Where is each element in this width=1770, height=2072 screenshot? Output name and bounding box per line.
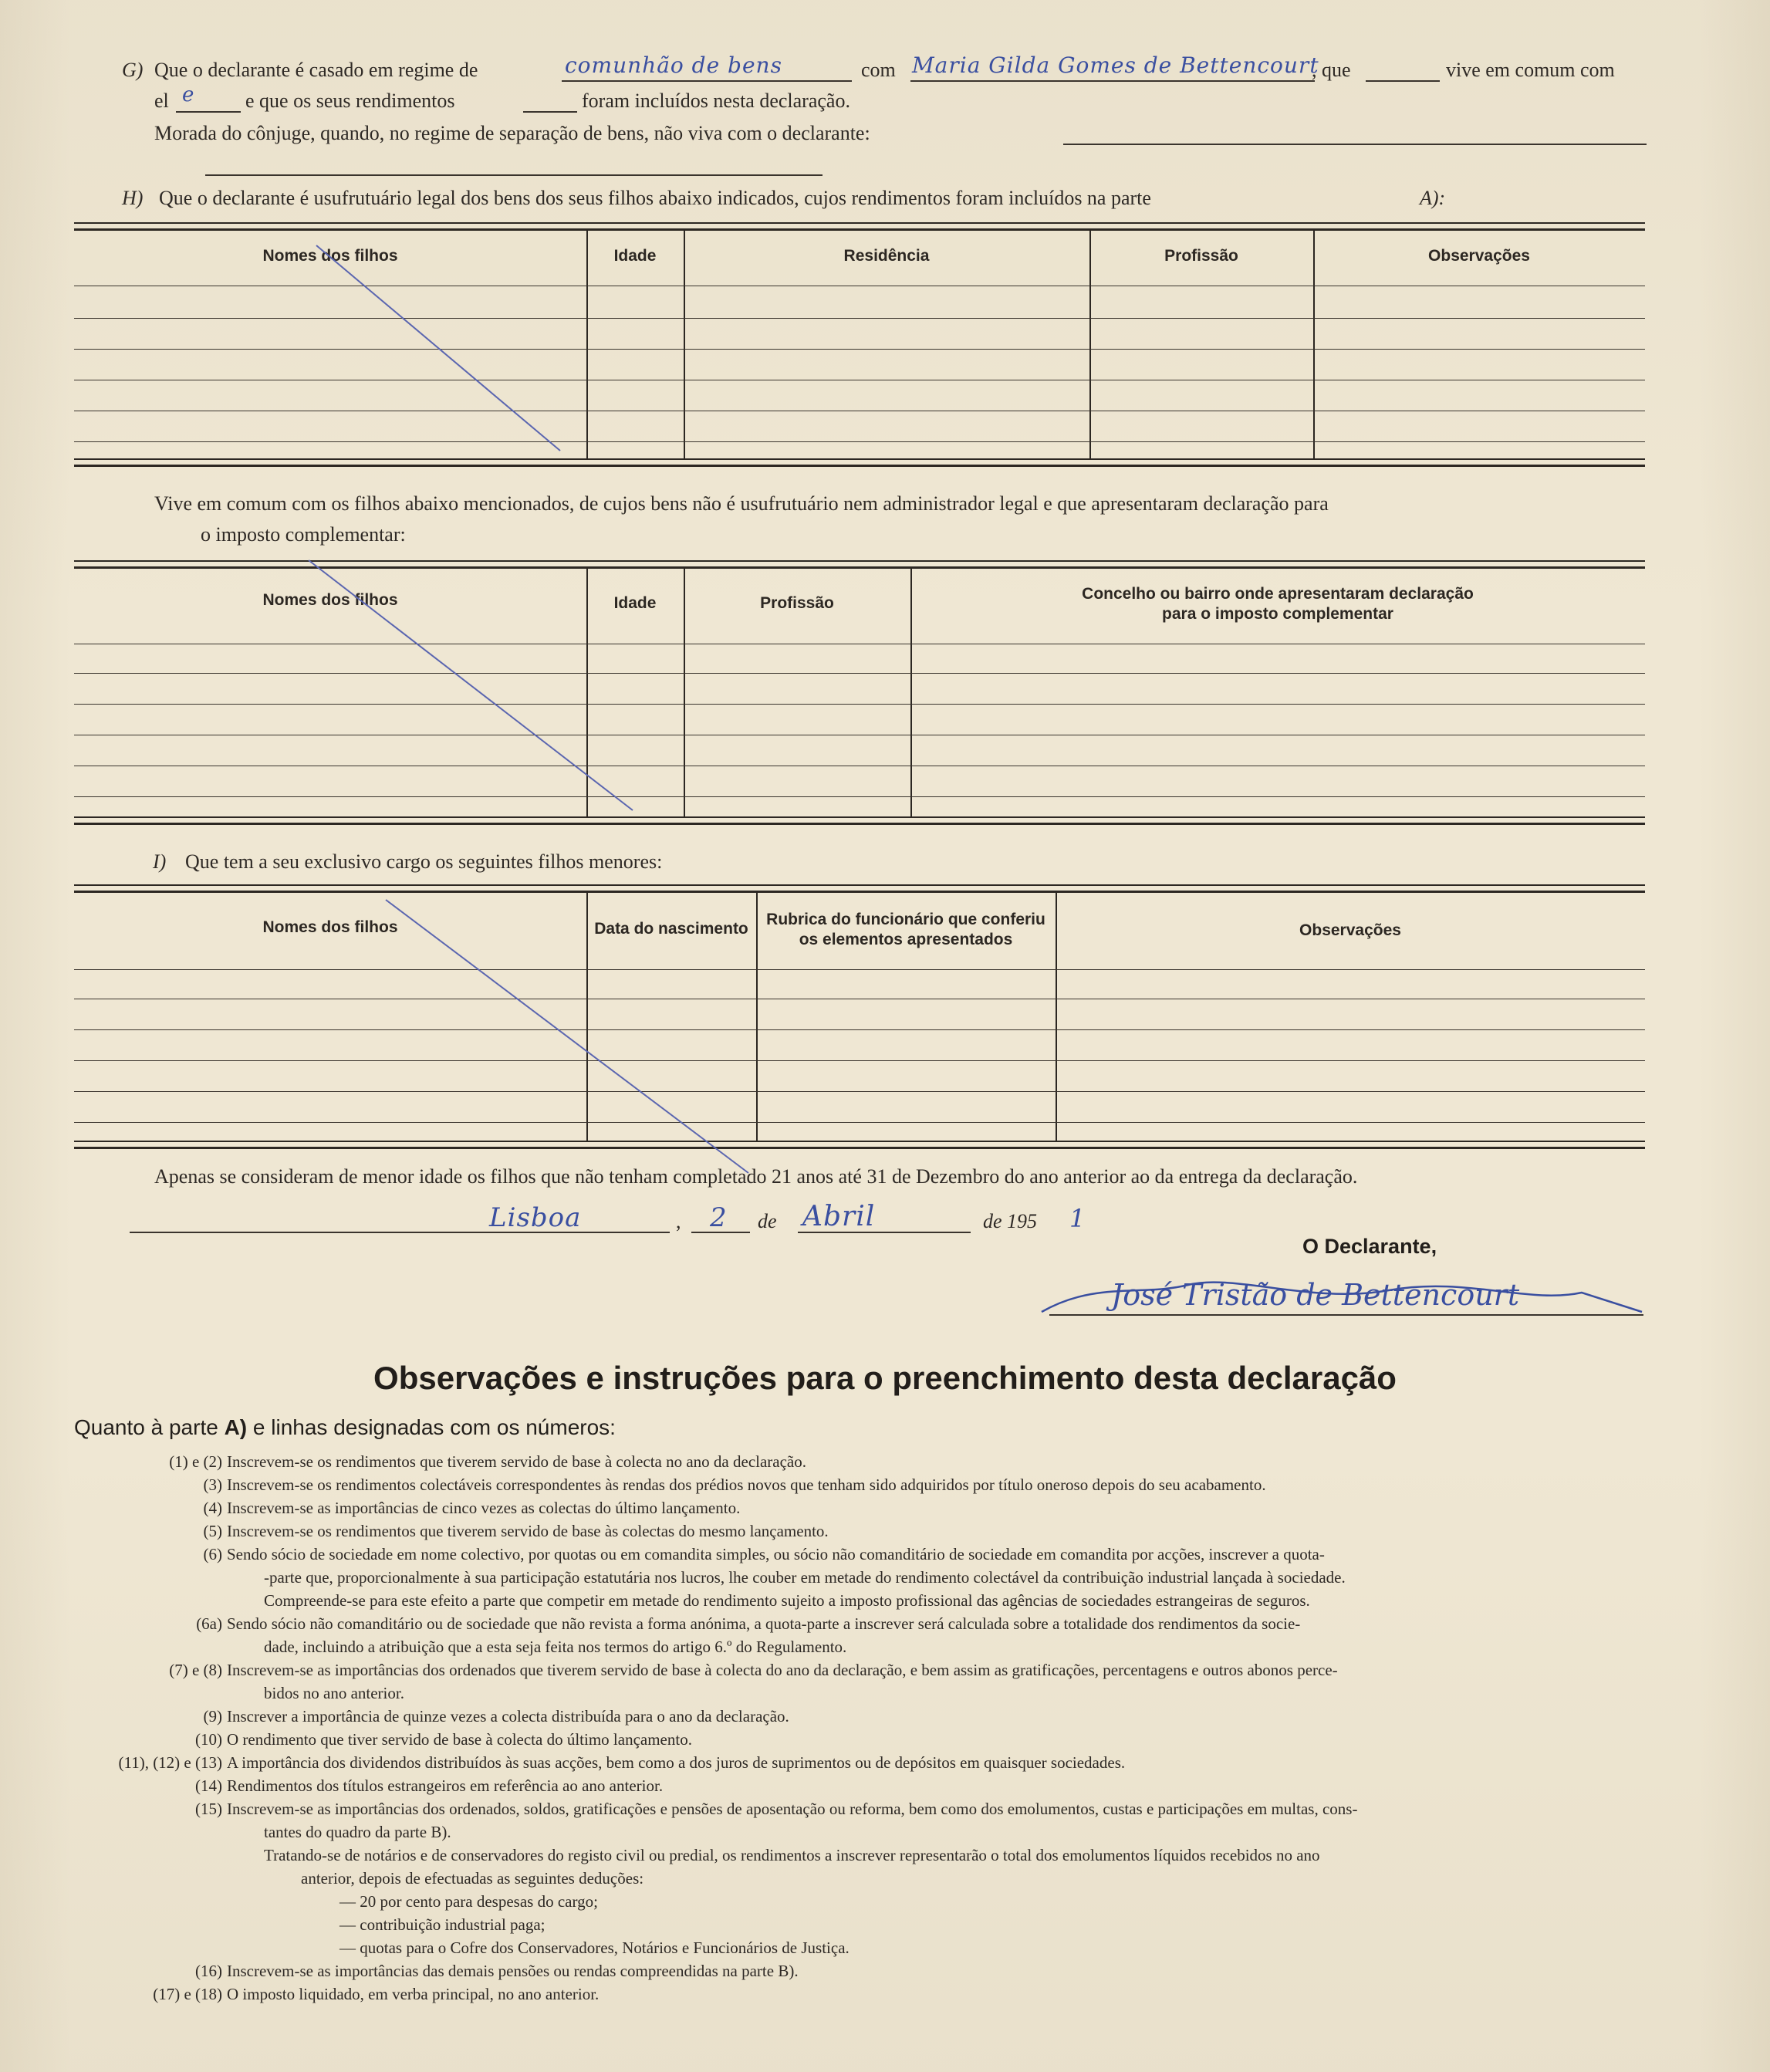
strike-line-i (386, 900, 748, 1173)
note-text: Sendo sócio de sociedade em nome colectivo, por quotas ou em comandita simples, ou sócio não comanditário de sociedade em comandita por acções, inscrever a quota- (227, 1545, 1325, 1563)
section-g-rendimentos: e que os seus rendimentos (245, 90, 455, 112)
note-ref: (6) (203, 1545, 222, 1563)
vive-header-idade: Idade (613, 594, 657, 612)
note-text: Inscrevem-se os rendimentos colectáveis correspondentes às rendas dos prédios novos que tenham sido adquiridos por título oneroso depois do seu acabamento. (227, 1475, 1266, 1494)
month-value[interactable]: Abril (802, 1201, 876, 1232)
section-g-que: , que (1312, 59, 1351, 81)
section-h-letter: H) (122, 187, 144, 209)
date-de-2: de 195 (983, 1210, 1038, 1232)
note-ref: (7) e (8) (169, 1661, 222, 1679)
note-ref: (11), (12) e (13) (118, 1753, 222, 1772)
note-text: Sendo sócio não comanditário ou de sociedade que não revista a forma anónima, a quota-parte a inscrever será calculada sobre a totalidade dos rendimentos da socie- (227, 1614, 1301, 1633)
i-header-data: Data do nascimento (594, 920, 748, 938)
instructions-title: Observações e instruções para o preenchimento desta declaração (373, 1360, 1397, 1396)
place-line (130, 1232, 670, 1233)
morada-label: Morada do cônjuge, quando, no regime de separação de bens, não viva com o declarante: (154, 122, 870, 144)
section-i-letter: I) (153, 850, 167, 873)
h-header-nomes: Nomes dos filhos (262, 247, 398, 265)
declarante-signature: José Tristão de Bettencourt (1111, 1278, 1520, 1312)
note-text: Rendimentos dos títulos estrangeiros em referência ao ano anterior. (227, 1776, 664, 1795)
note-text: dade, incluindo a atribuição que a esta seja feita nos termos do artigo 6.º do Regulamento. (264, 1638, 847, 1656)
i-header-observacoes: Observações (1299, 921, 1401, 939)
strike-line-h (316, 245, 560, 451)
note-ref: (14) (195, 1776, 222, 1795)
note-ref: (16) (195, 1962, 222, 1980)
section-g-incluidos: foram incluídos nesta declaração. (582, 90, 850, 112)
declarante-label: O Declarante, (1302, 1235, 1437, 1258)
section-g-text: Que o declarante é casado em regime de (154, 59, 478, 81)
place-value[interactable]: Lisboa (489, 1202, 582, 1233)
section-g-letter: G) (122, 59, 144, 81)
i-header-nomes: Nomes dos filhos (262, 918, 398, 936)
note-text: Inscrevem-se as importâncias dos ordenados, soldos, gratificações e pensões de aposentação ou reforma, bem como dos emolumentos, custas e participações em multas, cons- (227, 1800, 1358, 1818)
vive-header-concelho: Concelho ou bairro onde apresentaram declaração (1082, 585, 1474, 603)
day-value[interactable]: 2 (710, 1202, 728, 1233)
note-text: Compreende-se para este efeito a parte que competir em metade do rendimento sujeito a imposto profissional das agências de sociedades estrangeiras de seguros. (264, 1591, 1310, 1610)
note-ref: (9) (203, 1707, 222, 1726)
h-header-profissao: Profissão (1164, 247, 1238, 265)
note-text: Inscrevem-se as importâncias das demais pensões ou rendas compreendidas na parte B). (227, 1962, 799, 1980)
note-text: O rendimento que tiver servido de base à colecta do último lançamento. (227, 1730, 692, 1749)
section-h-parte: A): (1420, 187, 1446, 209)
note-text: bidos no ano anterior. (264, 1684, 404, 1702)
section-g-el: el (154, 90, 169, 112)
note-ref: (17) e (18) (153, 1985, 222, 2003)
section-h-text: Que o declarante é usufrutuário legal dos bens dos seus filhos abaixo indicados, cujos rendimentos foram incluídos na parte (159, 187, 1151, 209)
note-ref: (15) (195, 1800, 222, 1818)
note-ref: (4) (203, 1499, 222, 1517)
note-text: — 20 por cento para despesas do cargo; (339, 1892, 598, 1911)
note-ref: (5) (203, 1522, 222, 1540)
form-page: G) Que o declarante é casado em regime de comunhão de bens com Maria Gilda Gomes de Bettencourt , que vive em comum com el e e que os seus rendimentos foram incluídos nesta declaração. Morada do cônjuge, quando, no regime de separação de bens, não viva com o declarante: H) Que o declarante é usufrutuário legal dos bens dos seus filhos abaixo indicados, cujos rendimentos foram incluídos na parte A): Nomes dos filhos Idade Residência Profissão Observações Vive em comum com os filhos abaixo mencionados, de cujos bens não é usufrutuário nem administrador legal e que apresentaram declaração para o imposto complementar: Nomes dos filhos Idade Profissão Concelho ou bairro onde apresentaram declaração para o imposto complementar I) Que tem a seu exclusivo cargo os seguintes filhos menores: Nomes dos filhos Data do nascimento Rubrica do funcionário que conferiu os elementos apresentados Observações Apenas se consideram de menor idade os filhos que não tenham completado 21 anos até 31 de Dezembro do ano anterior ao da entrega da declaração. Lisboa , 2 de Abril de 195 1 O Declarante, José Tristão de Bettencourt Observações e instruções para o preenchimento desta declaração Quanto à parte A) e linhas designadas com os números: (1) e (2) Inscrevem-se os rendimentos que tiverem servido de base à colecta no ano da declaração. (3) Inscrevem-se os rendimentos colectáveis correspondentes às rendas dos prédios novos que tenham sido adquiridos por título oneroso depois do seu acabamento. (4) Inscrevem-se as importâncias de cinco vezes as colectas do último lançamento. (5) Inscrevem-se os rendimentos que tiverem servido de base às colectas do mesmo lançamento. (6) Sendo sócio de sociedade em nome colectivo, por quotas ou em comandita simples, ou sócio não comanditário de sociedade em comandita por acções, inscrever a quota- -parte que, proporcionalmente à sua participação estatutária nos lucros, lhe couber em metade do rendimento colectável da contribuição industrial lançada à sociedade. Compreende-se para este efeito a parte que competir em metade do rendimento sujeito a imposto profissional das agências de sociedades estrangeiras de seguros. (6a) Sendo sócio não comanditário ou de sociedade que não revista a forma anónima, a quota-parte a inscrever será calculada sobre a totalidade dos rendimentos da socie- dade, incluindo a atribuição que a esta seja feita nos termos do artigo 6.º do Regulamento. (7) e (8) Inscrevem-se as importâncias dos ordenados que tiverem servido de base à colecta do ano da declaração, e bem assim as gratificações, percentagens e outros abonos perce- bidos no ano anterior. (9) Inscrever a importância de quinze vezes a colecta distribuída para o ano da declaração. (10) O rendimento que tiver servido de base à colecta do último lançamento. (11), (12) e (13) A importância dos dividendos distribuídos às suas acções, bem como a dos juros de suprimentos ou de depósitos em quaisquer sociedades. (14) Rendimentos dos títulos estrangeiros em referência ao ano anterior. (15) Inscrevem-se as importâncias dos ordenados, soldos, gratificações e pensões de aposentação ou reforma, bem como dos emolumentos, custas e participações em multas, cons- tantes do quadro da parte B). Tratando-se de notários e de conservadores do registo civil ou predial, os rendimentos a inscrever representarão o total dos emolumentos líquidos recebidos no ano anterior, depois de efectuadas as seguintes deduções: — 20 por cento para despesas do cargo; — contribuição industrial paga; — quotas para o Cofre dos Conservadores, Notários e Funcionários de Justiça. (16) Inscrevem-se as importâncias das demais pensões ou rendas compreendidas na parte B). (17) e (18) O imposto liquidado, em verba principal, no ano anterior. (0, 0, 1770, 2072)
note-text: — quotas para o Cofre dos Conservadores, Notários e Funcionários de Justiça. (339, 1938, 850, 1957)
note-ref: (10) (195, 1730, 222, 1749)
vive-header-nomes: Nomes dos filhos (262, 591, 398, 609)
vive-header-profissao: Profissão (760, 594, 834, 612)
note-text: Inscrevem-se os rendimentos que tiverem servido de base à colecta no ano da declaração. (227, 1452, 807, 1471)
note-text: A importância dos dividendos distribuídos às suas acções, bem como a dos juros de suprimentos ou de depósitos em quaisquer sociedades. (227, 1753, 1126, 1772)
i-header-rubrica: Rubrica do funcionário que conferiu (766, 911, 1045, 928)
spouse-name[interactable]: Maria Gilda Gomes de Bettencourt (912, 52, 1319, 78)
note-text: tantes do quadro da parte B). (264, 1823, 451, 1841)
vive-header-concelho-2: para o imposto complementar (1162, 605, 1393, 623)
h-header-idade: Idade (613, 247, 657, 265)
regime-value[interactable]: comunhão de bens (565, 52, 782, 78)
note-ref: (6a) (196, 1614, 222, 1633)
i-header-rubrica-2: os elementos apresentados (799, 931, 1013, 948)
section-g-com: com (861, 59, 896, 81)
note-ref: (3) (203, 1475, 222, 1494)
section-i-text: Que tem a seu exclusivo cargo os seguintes filhos menores: (185, 850, 663, 873)
instructions-subtitle: Quanto à parte A) e linhas designadas com os números: (74, 1415, 616, 1439)
year-digit[interactable]: 1 (1069, 1204, 1086, 1233)
note-text: Inscrevem-se os rendimentos que tiverem servido de base às colectas do mesmo lançamento. (227, 1522, 829, 1540)
el-value[interactable]: e (182, 83, 195, 106)
note-text: O imposto liquidado, em verba principal, no ano anterior. (227, 1985, 600, 2003)
strike-line-vive (309, 560, 633, 810)
menor-idade-note: Apenas se consideram de menor idade os filhos que não tenham completado 21 anos até 31 de Dezembro do ano anterior ao da entrega da declaração. (154, 1165, 1358, 1188)
note-ref: (1) e (2) (169, 1452, 222, 1471)
note-text: -parte que, proporcionalmente à sua participação estatutária nos lucros, lhe couber em metade do rendimento colectável da contribuição industrial lançada à sociedade. (264, 1568, 1346, 1587)
vive-text-1: Vive em comum com os filhos abaixo mencionados, de cujos bens não é usufrutuário nem administrador legal e que apresentaram declaração para (154, 492, 1329, 515)
vive-text-2: o imposto complementar: (201, 523, 406, 546)
note-text: Inscrevem-se as importâncias de cinco vezes as colectas do último lançamento. (227, 1499, 741, 1517)
note-text: Tratando-se de notários e de conservadores do registo civil ou predial, os rendimentos a inscrever representarão o total dos emolumentos líquidos recebidos no ano (264, 1846, 1320, 1864)
h-header-observacoes: Observações (1428, 247, 1530, 265)
h-header-residencia: Residência (843, 247, 930, 265)
note-text: anterior, depois de efectuadas as seguintes deduções: (301, 1869, 644, 1888)
note-text: Inscrevem-se as importâncias dos ordenados que tiverem servido de base à colecta do ano da declaração, e bem assim as gratificações, percentagens e outros abonos perce- (227, 1661, 1338, 1679)
note-text: Inscrever a importância de quinze vezes a colecta distribuída para o ano da declaração. (227, 1707, 789, 1726)
date-de-1: de (758, 1210, 777, 1232)
note-text: — contribuição industrial paga; (339, 1915, 546, 1934)
section-g-vive: vive em comum com (1446, 59, 1615, 81)
